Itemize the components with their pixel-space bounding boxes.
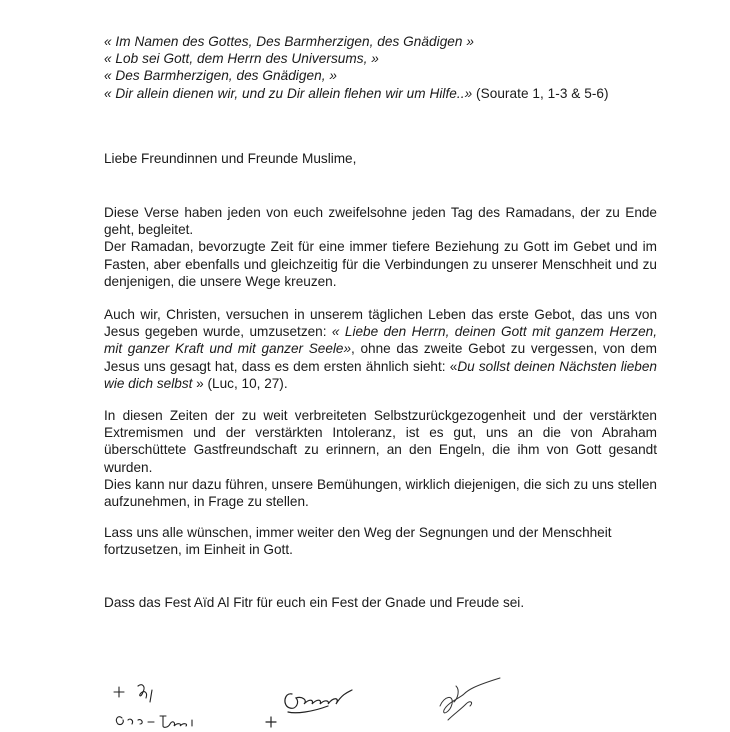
greeting: Liebe Freundinnen und Freunde Muslime,	[104, 151, 357, 166]
signature-middle-image	[262, 682, 372, 730]
paragraph-3-sentence-1: In diesen Zeiten der zu weit verbreiteten Selbstzurückgezogenheit und der verstärkten Extremismen und der verstärkten Intoleranz, ist es gut, uns an die von Abraham überschüttete Gastfreundschaft zu erinnern, an den Engeln, die ihm von Gott gesandt wurden.	[104, 408, 657, 475]
quote-reference: (Sourate 1, 1-3 & 5-6)	[472, 85, 609, 101]
quote-line-1: « Im Namen des Gottes, Des Barmherzigen, des Gnädigen »	[104, 34, 474, 49]
paragraph-3	[104, 407, 657, 510]
paragraph-3-sentence-2: Dies kann nur dazu führen, unsere Bemühungen, wirklich diejenigen, die sich zu uns stellen aufzunehmen, in Frage zu stellen.	[104, 476, 657, 510]
paragraph-4: Lass uns alle wünschen, immer weiter den Weg der Segnungen und der Menschheit fortzusetzen, im Einheit in Gott.	[104, 525, 612, 558]
paragraph-2-middle: , ohne das zweite Gebot zu vergessen, von dem Jesus uns gesagt hat, dass es dem ersten ähnlich sieht: «	[104, 341, 657, 374]
quran-quotes	[104, 33, 704, 102]
signatures	[0, 660, 730, 730]
paragraph-2-intro: Auch wir, Christen, versuchen in unserem täglichen Leben das erste Gebot, das uns von Jesus gegeben wurde, umzusetzen:	[104, 307, 657, 340]
paragraph-2	[104, 306, 657, 392]
paragraph-5: Dass das Fest Aïd Al Fitr für euch ein Fest der Gnade und Freude sei.	[104, 595, 525, 610]
signature-right-image	[430, 676, 510, 730]
paragraph-1-sentence-2: Der Ramadan, bevorzugte Zeit für eine immer tiefere Beziehung zu Gott im Gebet und im Fasten, aber ebenfalls und gleichzeitig für die Verbindungen zu unserer Menschheit und zu denjenigen, die unsere Wege kreuzen.	[104, 239, 657, 289]
paragraph-2-quote-1: « Liebe den Herrn, deinen Gott mit ganzem Herzen, mit ganzer Kraft und mit ganzer Seele»	[104, 324, 657, 357]
quote-line-4-text: « Dir allein dienen wir, und zu Dir allein flehen wir um Hilfe..»	[104, 85, 473, 101]
quote-line-2: « Lob sei Gott, dem Herrn des Universums, »	[104, 51, 379, 67]
paragraph-2-quote-2: Du sollst deinen Nächsten lieben wie dich selbst	[104, 358, 657, 391]
quote-line-3: « Des Barmherzigen, des Gnädigen, »	[104, 68, 337, 84]
paragraph-2-end: » (Luc, 10, 27).	[192, 375, 288, 391]
paragraph-1	[104, 204, 657, 290]
quote-line-4	[104, 85, 704, 102]
signature-left-image	[108, 680, 228, 732]
paragraph-1-sentence-1: Diese Verse haben jeden von euch zweifelsohne jeden Tag des Ramadans, der zu Ende geht, begleitet.	[104, 205, 657, 238]
